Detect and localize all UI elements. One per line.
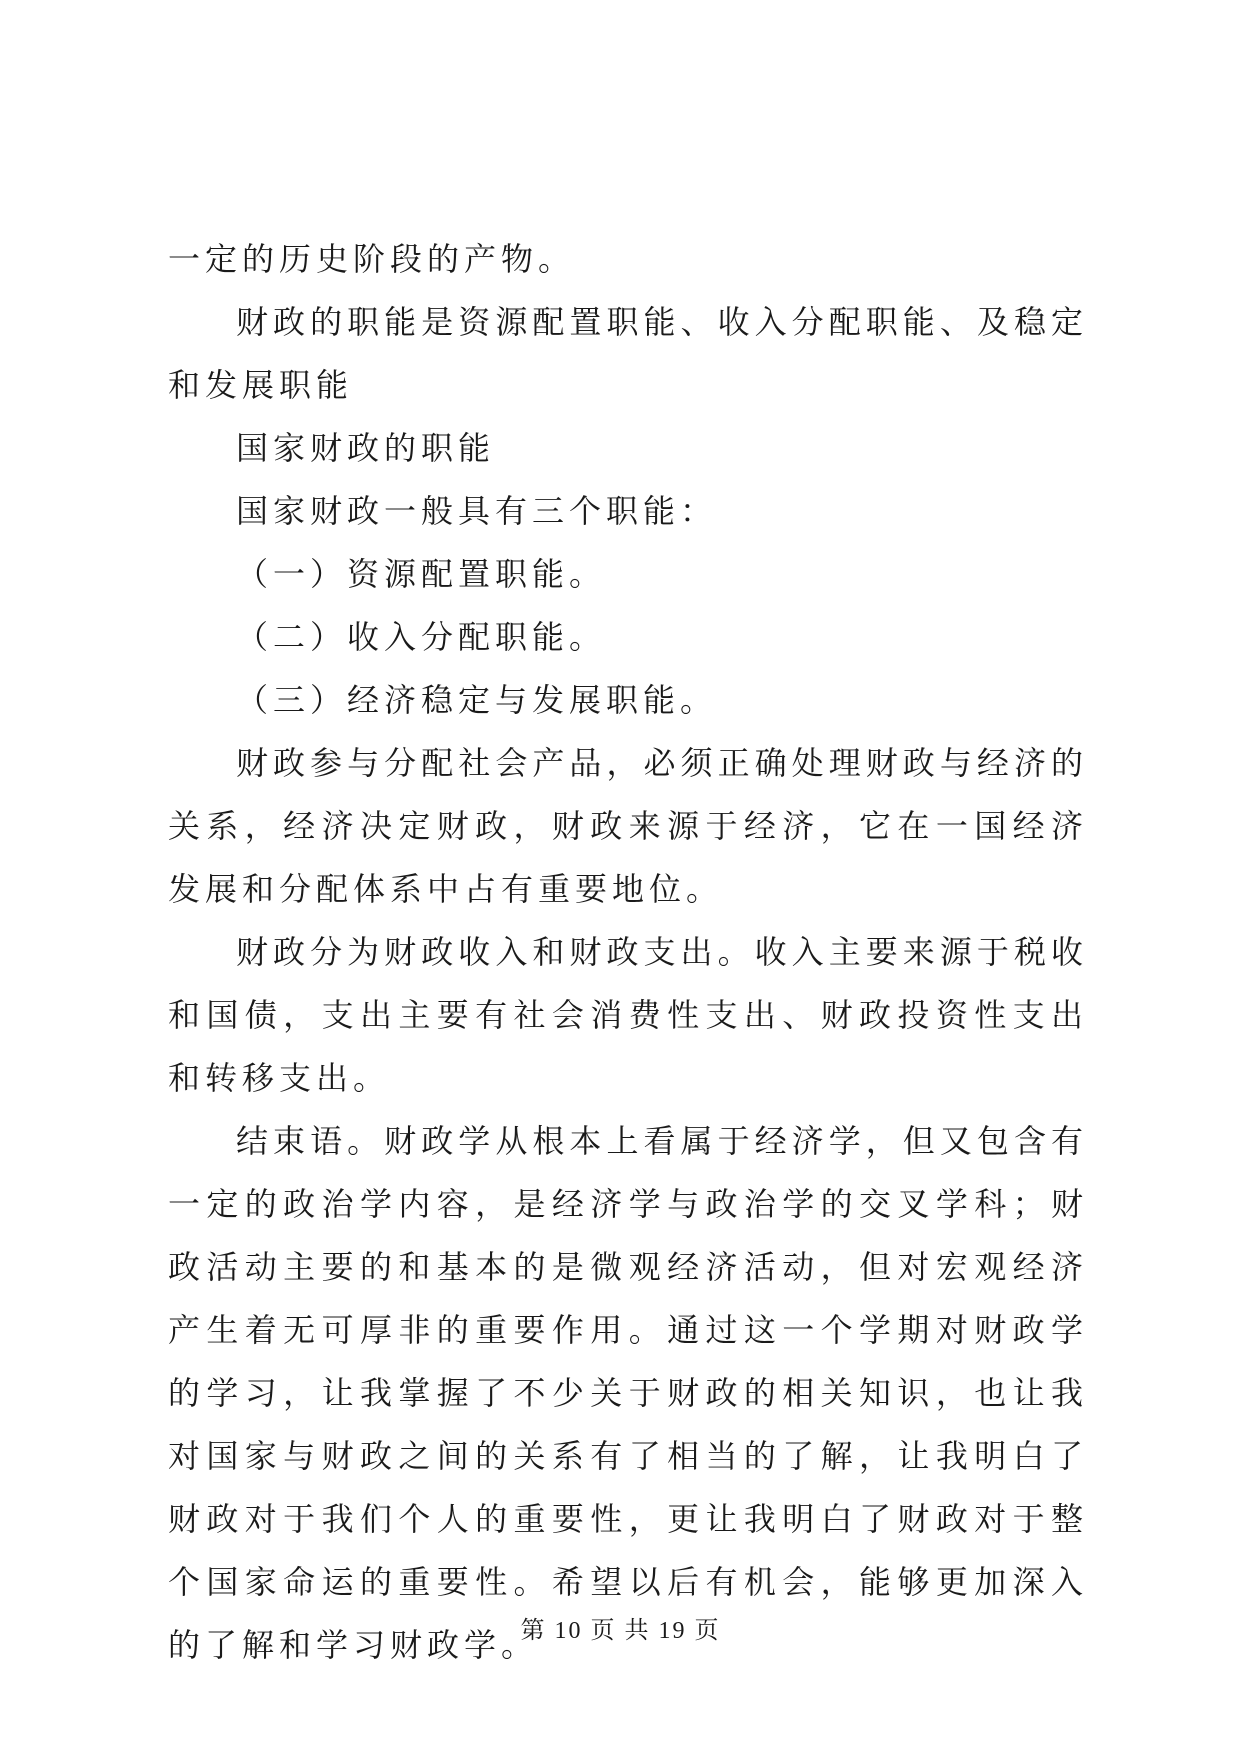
paragraph-continuation: 一定的历史阶段的产物。 [168, 240, 576, 278]
paragraph-three-functions-intro: 国家财政一般具有三个职能： [236, 492, 718, 530]
paragraph-finance-and-economy: 财政参与分配社会产品，必须正确处理财政与经济的关系，经济决定财政，财政来源于经济，它在一国经济发展和分配体系中占有重要地位。 [168, 744, 1088, 908]
section-heading-state-finance-functions: 国家财政的职能 [236, 429, 496, 467]
page-number-footer: 第 10 页 共 19 页 [520, 1618, 721, 1644]
paragraph-conclusion: 结束语。财政学从根本上看属于经济学，但又包含有一定的政治学内容，是经济学与政治学的交叉学科；财政活动主要的和基本的是微观经济活动，但对宏观经济产生着无可厚非的重要作用。通过这一个学期对财政学的学习，让我掌握了不少关于财政的相关知识，也让我对国家与财政之间的关系有了相当的了解，让我明白了财政对于我们个人的重要性，更让我明白了财政对于整个国家命运的重要性。希望以后有机会，能够更加深入的了解和学习财政学。 [168, 1122, 1088, 1664]
paragraph-revenue-and-expenditure: 财政分为财政收入和财政支出。收入主要来源于税收和国债，支出主要有社会消费性支出、财政投资性支出和转移支出。 [168, 933, 1088, 1097]
list-item-economic-stability: （三）经济稳定与发展职能。 [236, 681, 718, 719]
document-body [168, 228, 1088, 1677]
paragraph-finance-functions: 财政的职能是资源配置职能、收入分配职能、及稳定和发展职能 [168, 303, 1088, 404]
list-item-income-distribution: （二）收入分配职能。 [236, 618, 607, 656]
list-item-resource-allocation: （一）资源配置职能。 [236, 555, 607, 593]
